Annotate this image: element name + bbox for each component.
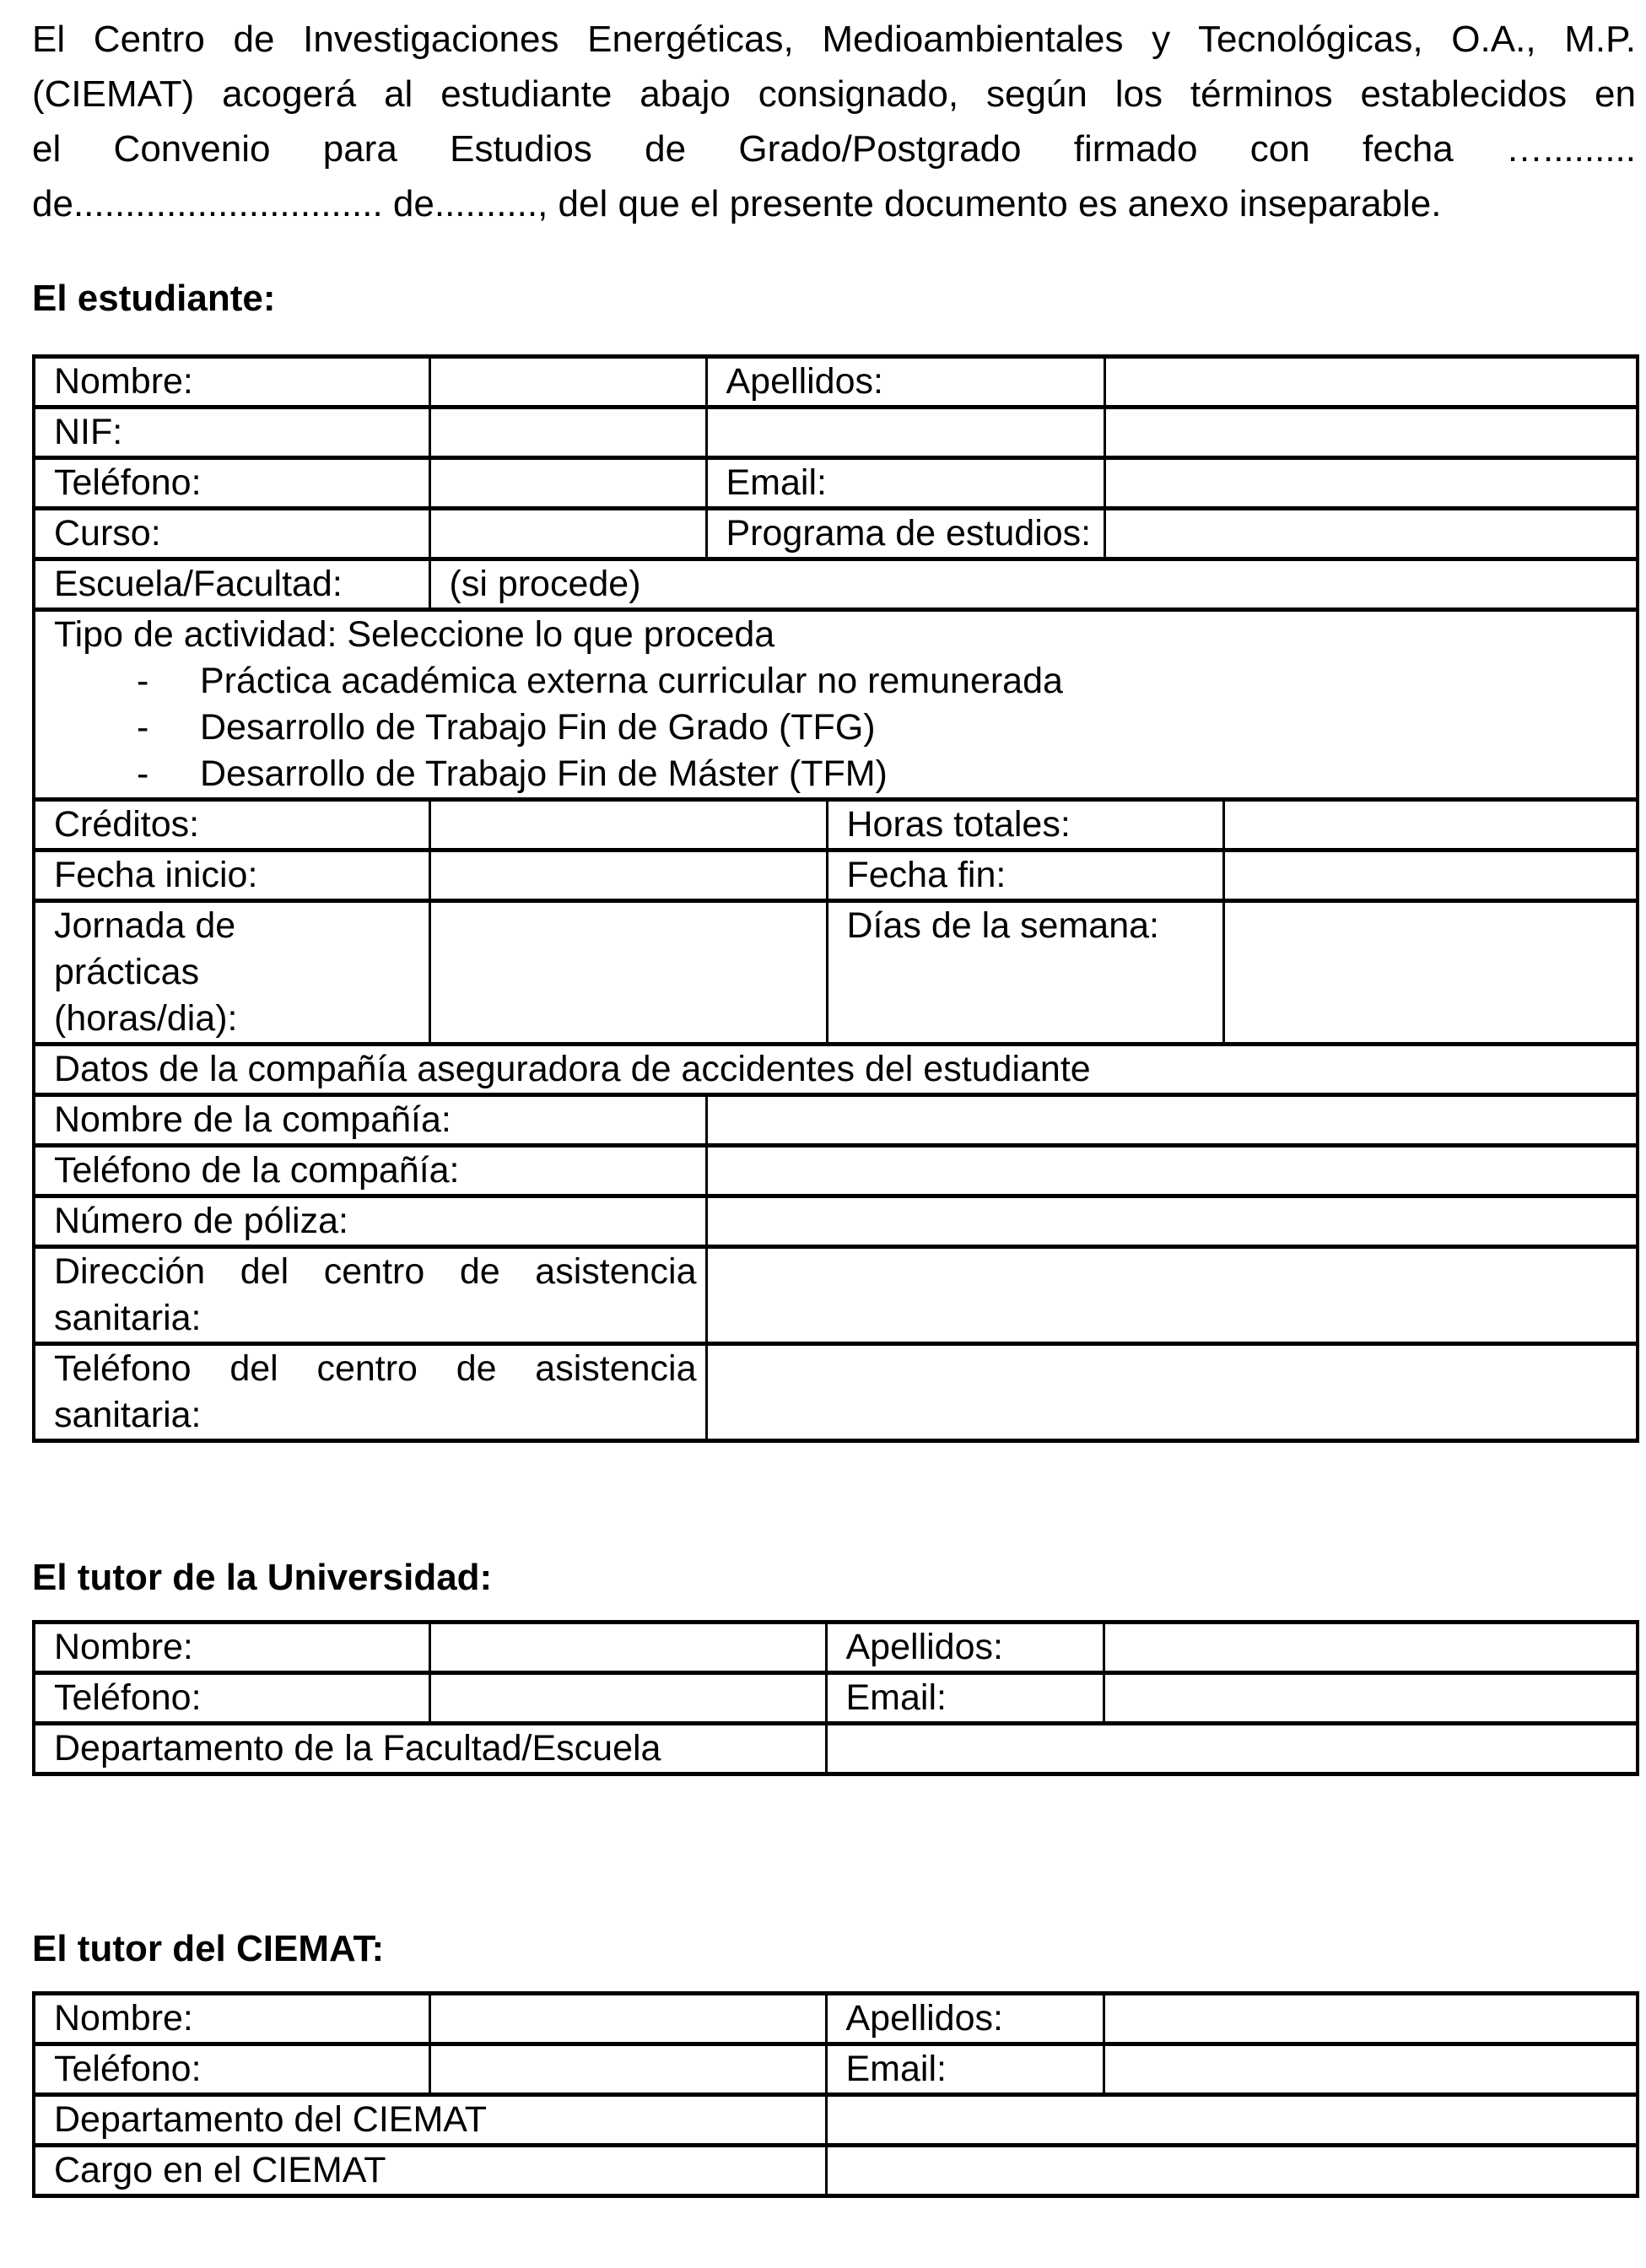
student-section-heading: El estudiante: [32,278,276,319]
student-programa-label: Programa de estudios: [706,509,1104,559]
tutor-ciemat-telefono-value[interactable] [429,2044,826,2095]
centro-direccion-label: Dirección del centro de asistencia sanitaria: [34,1247,706,1344]
student-escuela-value[interactable]: (si procede) [429,559,1638,610]
table-row [34,357,1638,408]
tutor-ciemat-apellidos-value[interactable] [1104,1994,1638,2044]
tutor-uni-departamento-label: Departamento de la Facultad/Escuela [34,1724,826,1774]
tutor-ciemat-telefono-label: Teléfono: [34,2044,429,2095]
table-row [34,850,1638,901]
tutor-ciemat-cargo-label: Cargo en el CIEMAT [34,2146,826,2196]
table-row [34,1673,1638,1724]
table-row [34,1247,1638,1344]
table-row [34,509,1638,559]
table-row [34,2095,1638,2146]
tutor-uni-telefono-label: Teléfono: [34,1673,429,1724]
tutor-ciemat-cargo-value[interactable] [826,2146,1638,2196]
centro-telefono-label: Teléfono del centro de asistencia sanitaria: [34,1344,706,1441]
student-dias-label: Días de la semana: [827,901,1223,1045]
student-curso-label: Curso: [34,509,429,559]
tutor-ciemat-heading: El tutor del CIEMAT: [32,1928,385,1969]
tutor-uni-departamento-value[interactable] [826,1724,1638,1774]
student-nombre-label: Nombre: [34,357,429,408]
table-row [34,901,1638,1045]
tutor-ciemat-departamento-label: Departamento del CIEMAT [34,2095,826,2146]
student-fecha-fin-label: Fecha fin: [827,850,1223,901]
actividad-option-2[interactable] [137,705,1627,751]
tutor-uni-apellidos-label: Apellidos: [826,1623,1104,1673]
table-row [34,1045,1638,1095]
student-horas-label: Horas totales: [827,800,1223,850]
tutor-ciemat-email-value[interactable] [1104,2044,1638,2095]
table-row [34,1994,1638,2044]
tutor-ciemat-table [32,1991,1639,2198]
intro-paragraph [32,12,1636,231]
student-dias-value[interactable] [1223,901,1638,1045]
student-actividad-cell [34,610,1638,800]
student-nombre-value[interactable] [429,357,706,408]
tutor-uni-email-label: Email: [826,1673,1104,1724]
dash-marker: - [137,661,149,701]
table-row [34,1146,1638,1196]
table-row [34,408,1638,458]
student-fecha-inicio-label: Fecha inicio: [34,850,429,901]
compania-telefono-label: Teléfono de la compañía: [34,1146,706,1196]
actividad-option-1-label: Práctica académica externa curricular no remunerada [200,661,1063,701]
intro-line-4: de.............................. de.........., del que el presente documento es anexo inseparable. [32,183,1442,224]
actividad-instruction: Tipo de actividad: Seleccione lo que proceda [54,614,775,655]
tutor-universidad-table [32,1620,1639,1776]
student-nif-value[interactable] [429,408,706,458]
student-escuela-label: Escuela/Facultad: [34,559,429,610]
compania-telefono-value[interactable] [706,1146,1638,1196]
tutor-ciemat-apellidos-label: Apellidos: [826,1994,1104,2044]
student-jornada-value[interactable] [429,901,827,1045]
tutor-uni-apellidos-value[interactable] [1104,1623,1638,1673]
student-telefono-value[interactable] [429,458,706,509]
actividad-option-3-label: Desarrollo de Trabajo Fin de Máster (TFM) [200,753,888,794]
aseguradora-header-cell: Datos de la compañía aseguradora de accidentes del estudiante [34,1045,1638,1095]
student-fecha-inicio-value[interactable] [429,850,827,901]
tutor-universidad-heading: El tutor de la Universidad: [32,1557,493,1598]
table-row [34,610,1638,800]
tutor-uni-telefono-value[interactable] [429,1673,826,1724]
dash-marker: - [137,707,149,748]
student-curso-value[interactable] [429,509,706,559]
actividad-option-2-label: Desarrollo de Trabajo Fin de Grado (TFG) [200,707,876,748]
table-row [34,1344,1638,1441]
table-row [34,800,1638,850]
poliza-label: Número de póliza: [34,1196,706,1247]
student-jornada-label: Jornada de prácticas (horas/dia): [34,901,429,1045]
tutor-ciemat-nombre-label: Nombre: [34,1994,429,2044]
table-row [34,559,1638,610]
student-table [32,354,1639,1443]
intro-line-2: (CIEMAT) acogerá al estudiante abajo consignado, según los términos establecidos en [32,73,1636,115]
student-apellidos-label: Apellidos: [706,357,1104,408]
student-horas-value[interactable] [1223,800,1638,850]
compania-nombre-label: Nombre de la compañía: [34,1095,706,1146]
student-programa-value[interactable] [1104,509,1638,559]
student-creditos-label: Créditos: [34,800,429,850]
student-creditos-value[interactable] [429,800,827,850]
poliza-value[interactable] [706,1196,1638,1247]
table-row [34,2044,1638,2095]
dash-marker: - [137,753,149,794]
student-email-label: Email: [706,458,1104,509]
student-fecha-fin-value[interactable] [1223,850,1638,901]
compania-nombre-value[interactable] [706,1095,1638,1146]
tutor-ciemat-departamento-value[interactable] [826,2095,1638,2146]
student-nif-extra-value[interactable] [1104,408,1638,458]
tutor-ciemat-nombre-value[interactable] [429,1994,826,2044]
student-email-value[interactable] [1104,458,1638,509]
centro-telefono-value[interactable] [706,1344,1638,1441]
table-row [34,1724,1638,1774]
intro-line-3: el Convenio para Estudios de Grado/Postgrado firmado con fecha …......... [32,128,1636,170]
actividad-option-3[interactable] [137,751,1627,797]
tutor-uni-email-value[interactable] [1104,1673,1638,1724]
tutor-uni-nombre-label: Nombre: [34,1623,429,1673]
table-row [34,458,1638,509]
tutor-ciemat-email-label: Email: [826,2044,1104,2095]
student-telefono-label: Teléfono: [34,458,429,509]
actividad-option-1[interactable] [137,658,1627,705]
table-row [34,1623,1638,1673]
table-row [34,1095,1638,1146]
tutor-uni-nombre-value[interactable] [429,1623,826,1673]
table-row [34,1196,1638,1247]
student-nif-extra-cell[interactable] [706,408,1104,458]
student-apellidos-value[interactable] [1104,357,1638,408]
centro-direccion-value[interactable] [706,1247,1638,1344]
table-row [34,2146,1638,2196]
intro-line-1: El Centro de Investigaciones Energéticas, Medioambientales y Tecnológicas, O.A., M.P. [32,19,1636,60]
student-nif-label: NIF: [34,408,429,458]
